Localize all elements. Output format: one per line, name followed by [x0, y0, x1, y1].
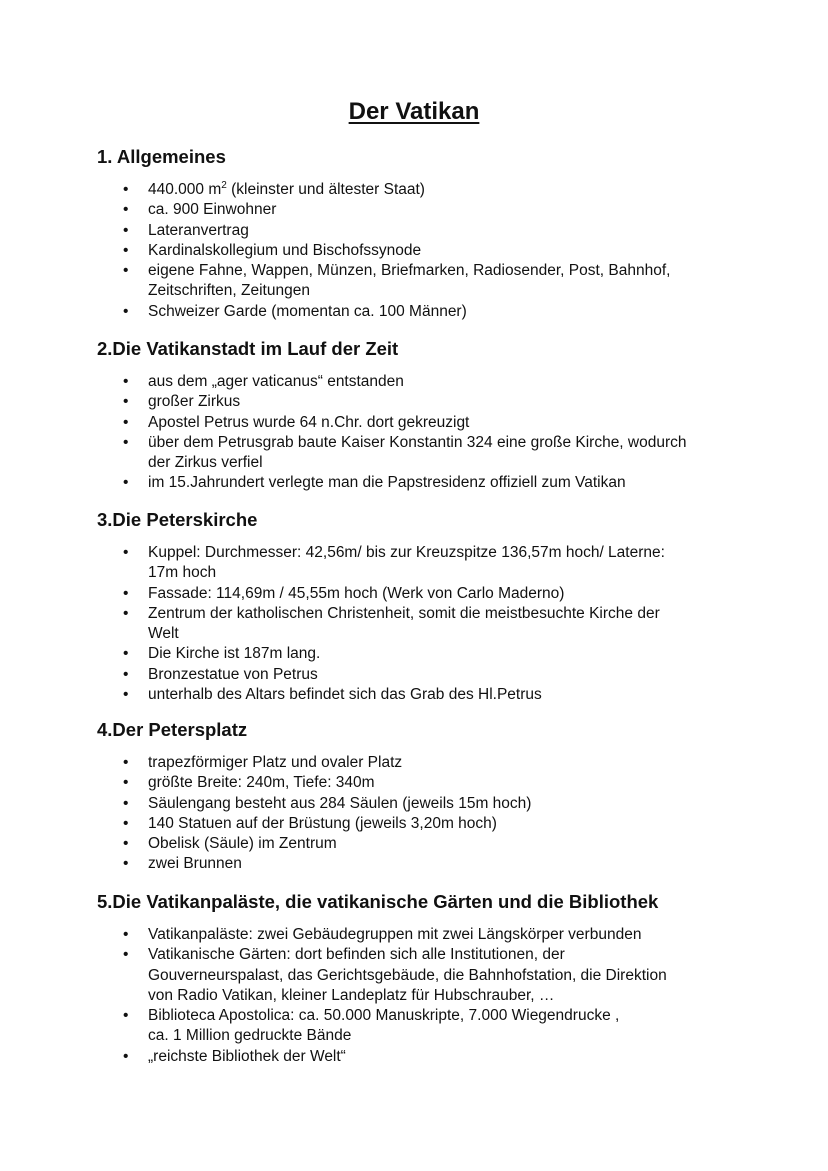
- list-item-line: [148, 413, 757, 433]
- list-item-line: [148, 925, 757, 945]
- list-item-line: [148, 1026, 757, 1046]
- bullet-icon: •: [123, 373, 129, 390]
- bullet-icon: •: [123, 221, 129, 239]
- list-item-line: [148, 543, 757, 563]
- list-item: [97, 685, 757, 705]
- list-item-line: [148, 433, 757, 453]
- list-item-text: ca. 900 Einwohner: [148, 201, 277, 219]
- bullet-icon: •: [123, 774, 129, 792]
- list-item-text: großer Zirkus: [148, 393, 241, 411]
- list-item-text: größte Breite: 240m, Tiefe: 340m: [148, 774, 375, 792]
- list-item-line: [148, 834, 757, 854]
- bullet-icon: •: [123, 665, 129, 683]
- list-item-text: Kardinalskollegium und Bischofssynode: [148, 241, 422, 259]
- list-item: [97, 794, 757, 814]
- list-item: [97, 473, 757, 493]
- list-item-text: „reichste Bibliothek der Welt“: [148, 1047, 346, 1065]
- list-item-text: Die Kirche ist 187m lang.: [148, 645, 321, 663]
- list-item-text: Kuppel: Durchmesser: 42,56m/ bis zur Kreuzspitze 136,57m hoch/ Laterne:: [148, 544, 665, 561]
- list-item-text: 440.000 m: [148, 181, 222, 198]
- list-item-line: [148, 1006, 757, 1026]
- list-item: [97, 925, 757, 945]
- list-item: [97, 604, 757, 645]
- list-item-line: [148, 372, 757, 392]
- list-item-line: [148, 453, 757, 473]
- list-item-text: im 15.Jahrundert verlegte man die Papstresidenz offiziell zum Vatikan: [148, 474, 626, 492]
- list-item-text: Vatikanische Gärten: dort befinden sich alle Institutionen, der: [148, 946, 565, 964]
- section-3: [97, 508, 757, 705]
- list-item-text: eigene Fahne, Wappen, Münzen, Briefmarken, Radiosender, Post, Bahnhof,: [148, 262, 671, 280]
- section-heading: 2.Die Vatikanstadt im Lauf der Zeit: [97, 338, 399, 359]
- bullet-icon: •: [123, 686, 129, 704]
- list-item-line: [148, 563, 757, 583]
- list-item-line: [148, 1047, 757, 1067]
- list-item-line: [148, 644, 757, 664]
- bullet-icon: •: [123, 855, 129, 873]
- bullet-icon: •: [123, 946, 129, 964]
- list-item: [97, 644, 757, 664]
- page-title: Der Vatikan: [348, 98, 480, 125]
- list-item-line: [148, 241, 757, 261]
- superscript: 2: [221, 179, 227, 191]
- list-item-line: [148, 794, 757, 814]
- list-item: [97, 392, 757, 412]
- bullet-list: [97, 925, 757, 1067]
- section-5: [97, 890, 757, 1067]
- list-item: [97, 372, 757, 392]
- list-item-text: (kleinster und ältester Staat): [226, 181, 425, 198]
- bullet-icon: •: [123, 262, 129, 280]
- list-item: [97, 433, 757, 474]
- list-item-text: aus dem „ager vaticanus“ entstanden: [148, 373, 404, 390]
- list-item-line: [148, 221, 757, 241]
- bullet-icon: •: [123, 201, 129, 219]
- list-item: [97, 180, 757, 200]
- list-item-text: Fassade: 114,69m / 45,55m hoch (Werk von Carlo Maderno): [148, 584, 565, 602]
- list-item-text: Zentrum der katholischen Christenheit, somit die meistbesuchte Kirche der: [148, 604, 660, 622]
- list-item-line: [148, 854, 757, 874]
- bullet-icon: •: [123, 794, 129, 812]
- bullet-list: [97, 543, 757, 705]
- bullet-icon: •: [123, 474, 129, 492]
- list-item-line: [148, 392, 757, 412]
- list-item: [97, 543, 757, 584]
- bullet-icon: •: [123, 754, 129, 771]
- list-item: [97, 584, 757, 604]
- bullet-icon: •: [123, 302, 129, 320]
- list-item-line: [148, 986, 757, 1006]
- list-item-line: [148, 945, 757, 965]
- list-item-line: [148, 966, 757, 986]
- list-item-text: Schweizer Garde (momentan ca. 100 Männer): [148, 302, 467, 320]
- bullet-icon: •: [123, 413, 129, 431]
- bullet-icon: •: [123, 926, 129, 943]
- bullet-icon: •: [123, 645, 129, 663]
- list-item: [97, 241, 757, 261]
- bullet-icon: •: [123, 604, 129, 622]
- section-4: [97, 718, 757, 875]
- list-item-text: Apostel Petrus wurde 64 n.Chr. dort gekreuzigt: [148, 413, 470, 431]
- list-item-line: [148, 200, 757, 220]
- list-item-text: Welt: [148, 625, 179, 643]
- bullet-list: [97, 180, 757, 322]
- list-item-text: von Radio Vatikan, kleiner Landeplatz für Hubschrauber, …: [148, 986, 555, 1004]
- list-item-text: der Zirkus verfiel: [148, 454, 263, 472]
- list-item-line: [148, 261, 757, 281]
- list-item-line: [148, 281, 757, 301]
- list-item: [97, 854, 757, 874]
- list-item-text: Bronzestatue von Petrus: [148, 665, 318, 683]
- list-item-text: trapezförmiger Platz und ovaler Platz: [148, 754, 403, 771]
- bullet-icon: •: [123, 584, 129, 602]
- list-item-text: unterhalb des Altars befindet sich das Grab des Hl.Petrus: [148, 686, 542, 704]
- list-item: [97, 834, 757, 854]
- list-item: [97, 753, 757, 773]
- list-item-text: über dem Petrusgrab baute Kaiser Konstantin 324 eine große Kirche, wodurch: [148, 433, 687, 451]
- list-item-text: Biblioteca Apostolica: ca. 50.000 Manuskripte, 7.000 Wiegendrucke ,: [148, 1007, 620, 1025]
- list-item: [97, 261, 757, 302]
- section-1: [97, 145, 757, 322]
- section-heading: 1. Allgemeines: [97, 146, 226, 167]
- list-item-text: 17m hoch: [148, 564, 217, 582]
- list-item-text: Säulengang besteht aus 284 Säulen (jeweils 15m hoch): [148, 794, 532, 812]
- section-2: [97, 337, 757, 494]
- bullet-icon: •: [123, 835, 129, 853]
- section-heading: 5.Die Vatikanpaläste, die vatikanische Gärten und die Bibliothek: [97, 891, 659, 912]
- section-heading: 4.Der Petersplatz: [97, 719, 248, 740]
- list-item: [97, 665, 757, 685]
- list-item-text: 140 Statuen auf der Brüstung (jeweils 3,20m hoch): [148, 814, 497, 832]
- bullet-icon: •: [123, 1047, 129, 1065]
- list-item-line: [148, 584, 757, 604]
- bullet-icon: •: [123, 393, 129, 411]
- list-item: [97, 814, 757, 834]
- list-item-line: [148, 624, 757, 644]
- list-item: [97, 200, 757, 220]
- list-item: [97, 413, 757, 433]
- list-item-line: [148, 665, 757, 685]
- bullet-icon: •: [123, 814, 129, 832]
- list-item-text: Gouverneurspalast, das Gerichtsgebäude, die Bahnhofstation, die Direktion: [148, 966, 667, 984]
- list-item-line: [148, 473, 757, 493]
- list-item-line: [148, 302, 757, 322]
- list-item-line: [148, 773, 757, 793]
- section-heading: 3.Die Peterskirche: [97, 509, 258, 530]
- list-item-text: Zeitschriften, Zeitungen: [148, 282, 310, 300]
- list-item: [97, 945, 757, 1006]
- list-item-line: [148, 814, 757, 834]
- bullet-list: [97, 372, 757, 494]
- list-item-text: Vatikanpaläste: zwei Gebäudegruppen mit zwei Längskörper verbunden: [148, 926, 642, 943]
- list-item: [97, 221, 757, 241]
- list-item-line: [148, 753, 757, 773]
- list-item: [97, 302, 757, 322]
- list-item-line: [148, 685, 757, 705]
- bullet-icon: •: [123, 1007, 129, 1025]
- list-item-text: Obelisk (Säule) im Zentrum: [148, 835, 337, 853]
- list-item-line: [148, 180, 757, 200]
- list-item-text: ca. 1 Million gedruckte Bände: [148, 1027, 352, 1045]
- list-item: [97, 773, 757, 793]
- list-item-text: zwei Brunnen: [148, 855, 242, 873]
- list-item: [97, 1006, 757, 1047]
- list-item-line: [148, 604, 757, 624]
- bullet-icon: •: [123, 433, 129, 451]
- list-item-text: Lateranvertrag: [148, 221, 249, 239]
- bullet-icon: •: [123, 241, 129, 259]
- bullet-icon: •: [123, 181, 129, 198]
- bullet-list: [97, 753, 757, 875]
- list-item: [97, 1047, 757, 1067]
- bullet-icon: •: [123, 544, 129, 561]
